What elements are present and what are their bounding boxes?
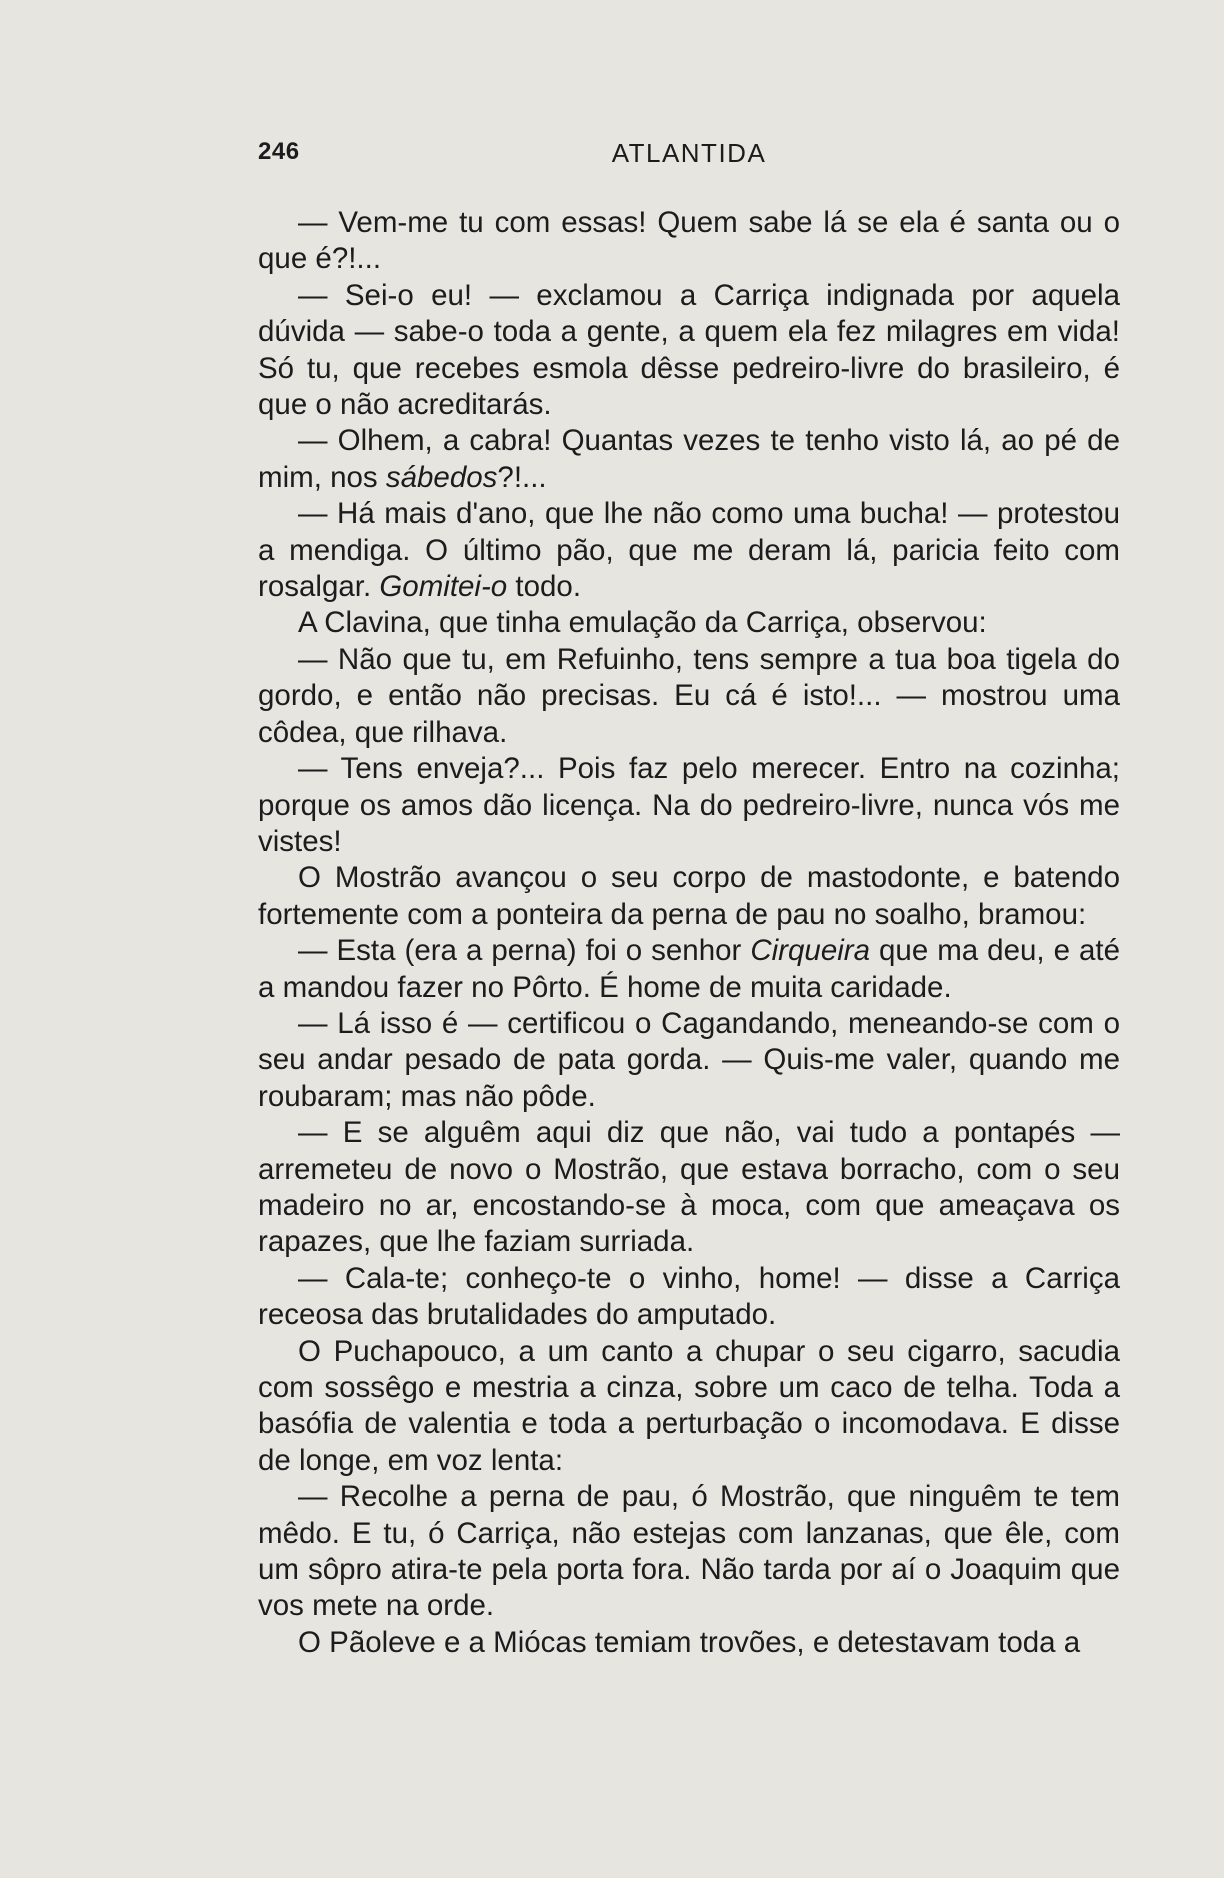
paragraph: A Clavina, que tinha emulação da Carriça, observou: — [298, 606, 987, 640]
italic-word: sábedos — [385, 460, 498, 494]
paragraph: O Puchapouco, a um canto a chupar o seu cigarro, sacudia com sossêgo e mestria a cinza, sobre um caco de telha. Toda a basófia de valentia e toda a perturbação o incomodava. E disse de longe, em voz lenta: — [258, 1334, 1120, 1477]
paragraph: — Não que tu, em Refuinho, tens sempre a tua boa tigela do gordo, e então não precisas. Eu cá é isto!... — mostrou uma côdea, que rilhava. — [258, 642, 1120, 749]
paragraph: — Há mais d'ano, que lhe não como uma bucha! — protestou a mendiga. O último pão, que me deram lá, paricia feito com rosalgar. Gomitei-o todo. — [258, 497, 1120, 604]
paragraph: — Tens enveja?... Pois faz pelo merecer. Entro na cozinha; porque os amos dão licença. Na do pedreiro-livre, nunca vós me vistes! — [258, 752, 1120, 858]
paragraph: — Olhem, a cabra! Quantas vezes te tenho visto lá, ao pé de mim, nos sábedos?!... — [258, 424, 1120, 494]
paragraph: — Esta (era a perna) foi o senhor Cirqueira que ma deu, e até a mandou fazer no Pôrto. É home de muita caridade. — [258, 934, 1120, 1004]
body-text — [258, 205, 1120, 1661]
paragraph: — Recolhe a perna de pau, ó Mostrão, que ninguêm te tem mêdo. E tu, ó Carriça, não estejas com lanzanas, que êle, com um sôpro atira-te pela porta fora. Não tarda por aí o Joaquim que vos mete na orde. — [258, 1480, 1120, 1623]
italic-word: Gomitei-o — [379, 570, 508, 604]
paragraph: — Cala-te; conheço-te o vinho, home! — disse a Carriça receosa das brutalidades do amputado. — [258, 1261, 1120, 1332]
paragraph: O Pãoleve e a Miócas temiam trovões, e detestavam toda a — [298, 1625, 1081, 1659]
paragraph: O Mostrão avançou o seu corpo de mastodonte, e batendo fortemente com a ponteira da perna de pau no soalho, bramou: — [258, 861, 1120, 931]
page-number: 246 — [258, 138, 300, 165]
paragraph: — Vem-me tu com essas! Quem sabe lá se ela é santa ou o que é?!... — [258, 206, 1120, 276]
paragraph: — E se alguêm aqui diz que não, vai tudo a pontapés — arremeteu de novo o Mostrão, que estava borracho, com o seu madeiro no ar, encostando-se à moca, com que ameaçava os rapazes, que lhe faziam surriada. — [258, 1116, 1120, 1259]
page-header — [258, 138, 1120, 172]
running-title: ATLANTIDA — [611, 138, 767, 168]
paragraph: — Sei-o eu! — exclamou a Carriça indignada por aquela dúvida — sabe-o toda a gente, a quem ela fez milagres em vida! Só tu, que recebes esmola dêsse pedreiro-livre do brasileiro, é que o não acreditarás. — [258, 278, 1120, 422]
italic-word: Cirqueira — [750, 934, 871, 968]
paragraph: — Lá isso é — certificou o Cagandando, meneando-se com o seu andar pesado de pata gorda. — Quis-me valer, quando me roubaram; mas não pôde. — [258, 1006, 1120, 1113]
